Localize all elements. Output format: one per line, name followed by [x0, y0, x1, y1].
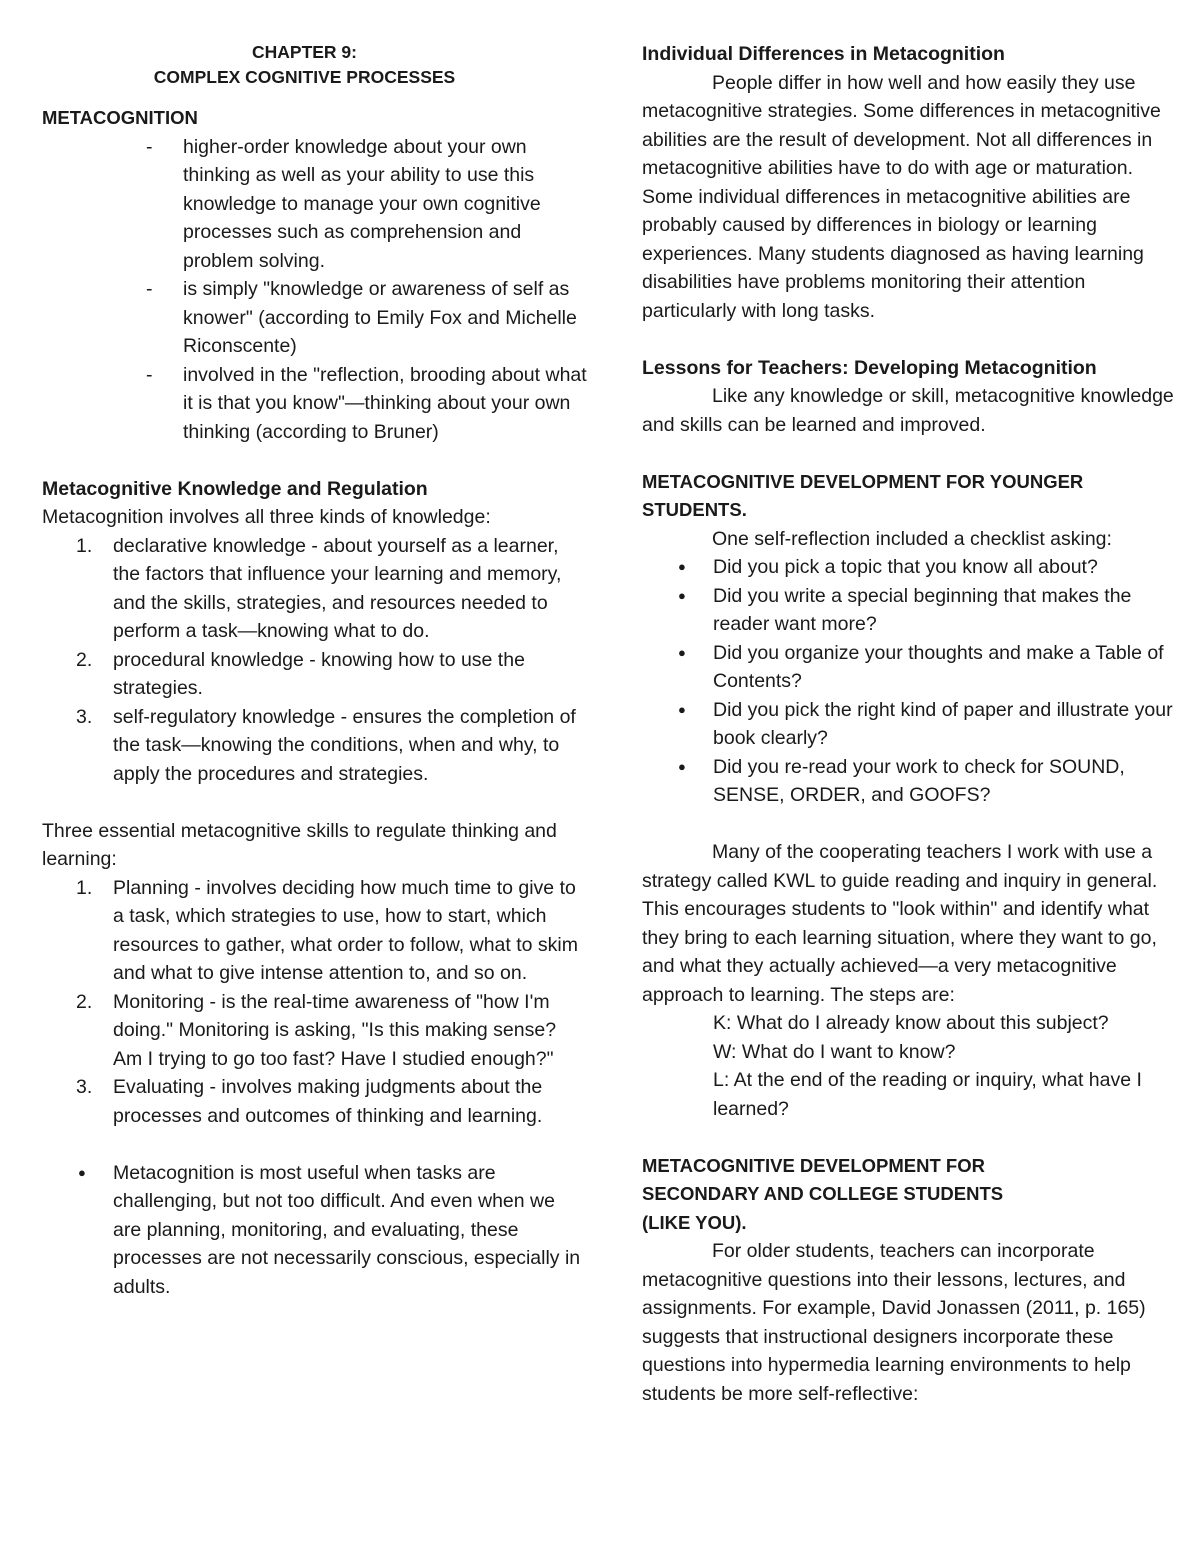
right-column	[642, 40, 1177, 1408]
knowledge-regulation-heading: Metacognitive Knowledge and Regulation	[42, 477, 428, 500]
individual-differences-heading: Individual Differences in Metacognition	[642, 43, 1005, 65]
list-item: ● Did you organize your thoughts and make a Table of Contents?	[642, 639, 1177, 696]
self-reflection-checklist	[642, 553, 1177, 810]
chapter-label: CHAPTER 9:	[251, 42, 357, 62]
left-column	[42, 40, 587, 1301]
list-item: 2. Monitoring - is the real-time awareness of "how I'm doing." Monitoring is asking, "Is this making sense? Am I trying to go too fast? Have I studied enough?"	[76, 990, 557, 1070]
list-item: ● Did you re-read your work to check for SOUND, SENSE, ORDER, and GOOFS?	[642, 753, 1177, 810]
kwl-text: Many of the cooperating teachers I work with use a strategy called KWL to guide reading and inquiry in general. This encourages students to "look within" and identify what they bring to each learning situation, where they want to go, and what they actually achieved—a very metacognitive approach to learning. The steps are:	[642, 841, 1158, 1006]
kwl-step: K: What do I already know about this subject?	[713, 1012, 1109, 1034]
kwl-steps	[642, 1009, 1177, 1123]
list-item: 3. self-regulatory knowledge - ensures the completion of the task—knowing the conditions, when and why, to apply the procedures and strategies.	[76, 705, 576, 785]
metacognition-definition-list	[42, 133, 587, 447]
kwl-step: W: What do I want to know?	[713, 1040, 956, 1063]
list-item: 1. Planning - involves deciding how much time to give to a task, which strategies to use, how to start, which resources to gather, what order to follow, what to skim and what to give intense attention to, and so on.	[76, 876, 578, 984]
lessons-text: Like any knowledge or skill, metacognitive knowledge and skills can be learned and improved.	[642, 385, 1174, 436]
secondary-text: For older students, teachers can incorporate metacognitive questions into their lessons, lectures, and assignments. For example, David Jonassen (2011, p. 165) suggests that instructional designers incorporate these questions into hypermedia learning environments to help students be more self-reflective:	[642, 1240, 1146, 1405]
list-item: ● Did you write a special beginning that makes the reader want more?	[642, 582, 1177, 639]
chapter-title: COMPLEX COGNITIVE PROCESSES	[153, 67, 456, 87]
kwl-step: L: At the end of the reading or inquiry, what have I learned?	[713, 1069, 1142, 1120]
bullet-icon: ●	[678, 701, 686, 717]
bullet-icon: ●	[678, 758, 686, 774]
bullet-icon: ●	[678, 644, 686, 660]
lessons-heading: Lessons for Teachers: Developing Metacognition	[642, 356, 1097, 379]
younger-students-heading: METACOGNITIVE DEVELOPMENT FOR YOUNGER STUDENTS.	[642, 470, 1084, 520]
individual-differences-text: People differ in how well and how easily they use metacognitive strategies. Some differences in metacognitive abilities are the result of development. Not all differences in metacognitive abilities have to do with age or maturation. Some individual differences in metacognitive abilities are probably caused by differences in biology or learning experiences. Many students diagnosed as having learning disabilities have problems monitoring their attention particularly with long tasks.	[642, 71, 1161, 322]
bullet-icon: ●	[678, 587, 686, 603]
note-list	[42, 1159, 587, 1302]
list-item: 3. Evaluating - involves making judgments about the processes and outcomes of thinking and learning.	[76, 1076, 543, 1127]
secondary-students-heading: METACOGNITIVE DEVELOPMENT FOR SECONDARY AND COLLEGE STUDENTS (LIKE YOU).	[642, 1154, 1004, 1233]
skills-list	[42, 874, 587, 1131]
younger-intro: One self-reflection included a checklist asking:	[712, 527, 1112, 550]
list-item: - is simply "knowledge or awareness of self as knower" (according to Emily Fox and Michelle Riconscente)	[146, 278, 577, 357]
list-item: ● Did you pick a topic that you know all about?	[642, 553, 1177, 582]
list-item: ● Did you pick the right kind of paper and illustrate your book clearly?	[642, 696, 1177, 753]
bullet-icon: ●	[78, 1164, 86, 1180]
list-item: - higher-order knowledge about your own thinking as well as your ability to use this knowledge to manage your own cognitive processes such as comprehension and problem solving.	[146, 135, 541, 272]
knowledge-types-list	[42, 532, 587, 789]
knowledge-intro: Metacognition involves all three kinds of knowledge:	[42, 506, 491, 528]
list-item: 1. declarative knowledge - about yourself as a learner, the factors that influence your learning and memory, and the skills, strategies, and resources needed to perform a task—knowing what to do.	[76, 534, 562, 642]
list-item: 2. procedural knowledge - knowing how to use the strategies.	[76, 648, 525, 699]
bullet-icon: ●	[678, 559, 686, 574]
skills-intro: Three essential metacognitive skills to regulate thinking and learning:	[42, 819, 557, 870]
metacognition-heading: METACOGNITION	[42, 107, 198, 128]
list-item: ● Metacognition is most useful when tasks are challenging, but not too difficult. And even when we are planning, monitoring, and evaluating, these processes are not necessarily conscious, especially in adults.	[42, 1159, 587, 1302]
list-item: - involved in the "reflection, brooding about what it is that you know"—thinking about your own thinking (according to Bruner)	[146, 363, 587, 443]
